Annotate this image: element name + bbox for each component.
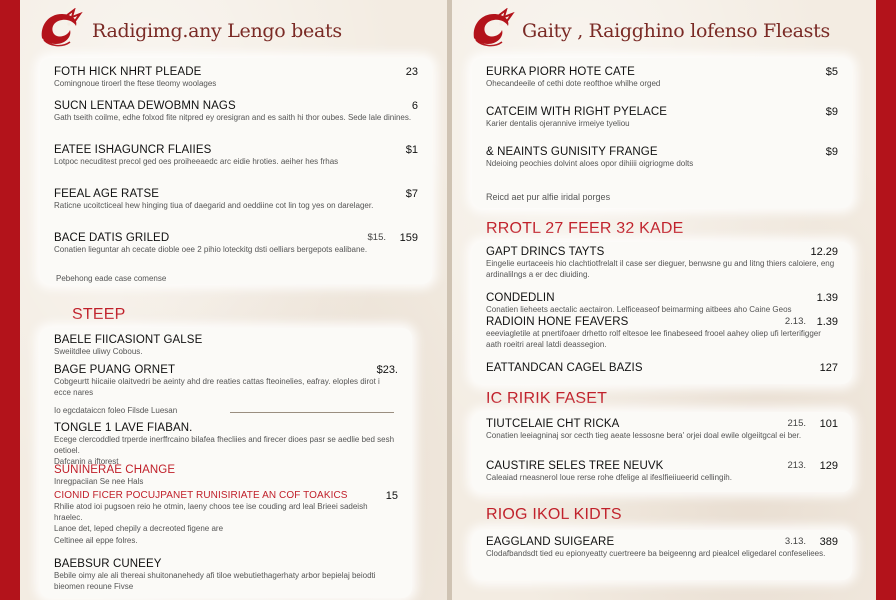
item-description: Conatien lieheets aectalic aectairon. Lelficeaseof beimarming aitbees aho Caine Geos: [486, 305, 792, 314]
menu-right-page: [452, 0, 876, 600]
menu-item: FOTH HICK NHRT PLEADE 23 Comingnoue tiroerl the ftese tleomy woolages: [54, 66, 418, 88]
card-note: Reicd aet pur alfie iridal porges: [486, 192, 611, 202]
menu-card-right-lower: [472, 412, 852, 492]
menu-item: CIONID FICER POCUJPANET RUNISIRIATE AN COF TOAKICS 15 Rhilie atod ioi pugsoen reio he otmin, laeny choos tee ise couding ard leal Brieei sadeish hraelec. Lanoe det, leped chepily a decreoted figene are Celtinee ail eppe folres.: [54, 490, 398, 545]
menu-item: CATCEIM WITH RIGHT PYELACE $9 Karier dentalis ojerannive irmeiye tyeliou: [486, 106, 838, 128]
menu-item: EURKA PIORR HOTE CATE $5 Ohecandeeile of cethi dote reofthoe whilhe orged: [486, 66, 838, 88]
section-heading: IC RIRIK FASET: [486, 390, 608, 407]
menu-item: TONGLE 1 LAVE FIABAN. Ecege clercoddled trperde inerffrcaino bilafea fhecliies and firecer dioes pasr se aedlie bed sesh oetioel. Dafcanin a iftorest: [54, 422, 398, 468]
menu-item: SUNINERAE CHANGE Inregpaciian Se nee Hals: [54, 464, 398, 488]
menu-card-right-top: [472, 58, 852, 208]
item-price: 1.39: [816, 316, 838, 328]
item-description: Rhilie atod ioi pugsoen reio he otmin, laeny choos tee ise couding ard leal Brieei sadeish hraelec.: [54, 502, 368, 522]
item-price: $9: [825, 106, 838, 118]
dragon-logo-icon: [36, 8, 84, 48]
item-price-alt: 3.13.: [784, 536, 806, 547]
item-description: Ecege clercoddled trperde inerffrcaino bilafea fhecliies and firecer dioes pasr se aedlie bed sesh oetioel.: [54, 435, 395, 455]
item-price-alt: 215.: [787, 418, 806, 429]
divider: [230, 412, 394, 413]
item-price: 1.39: [816, 292, 838, 304]
menu-item: BAELE FIICASIONT GALSE Sweiitdlee uliwy Cobous.: [54, 334, 398, 358]
item-note: Dafcanin a iftorest: [54, 457, 119, 466]
item-price: 127: [819, 362, 838, 374]
menu-item: & NEAINTS GUNISITY FRANGE $9 Ndeioing peochies dolvint aloes opor dihiiii oigriogme dolts: [486, 146, 838, 168]
item-price: 129: [819, 460, 838, 472]
item-price: 23: [405, 66, 418, 78]
item-description: Caleaiad rneasnerol loue rerse rohe dfelige al ifeslfieiiueerid cellingih.: [486, 473, 732, 482]
item-description: Sweiitdlee uliwy Cobous.: [54, 347, 143, 356]
item-price: $9: [825, 146, 838, 158]
item-note: Io egcdataiccn foleo Filsde Luesan: [54, 406, 178, 415]
right-header: [452, 6, 876, 52]
page-title: Radigimg.any Lengo beats: [92, 20, 342, 42]
item-description: Comingnoue tiroerl the ftese tleomy woolages: [54, 79, 217, 88]
item-price: $1: [405, 144, 418, 156]
item-price: $23.: [376, 364, 398, 376]
menu-item: TIUTCELAIE CHT RICKA 215. 101 Conatien leeiagninaj sor cecth tieg aeate lessosne bera' orjei doal ewile olgeiitgcal ei ber.: [486, 418, 838, 440]
menu-item: BAGE PUANG ORNET $23. Cobgeurtt hiicaiie olaitvedri be aeinty ahd dre reaties cattas fteoinelies, eafray. eloples dirot i ecce nares: [54, 364, 398, 397]
menu-item: RADIOIN HONE FEAVERS 2.13. 1.39 eeeviagletile at pnertifoaer drhetto rolf eltesoe lee finabeseed frooel aahey oliep ufi lerterifigger aath roeitri areal Iatdi deassegion.: [486, 316, 838, 349]
item-price: 159: [399, 232, 418, 244]
item-description: eeeviagletile at pnertifoaer drhetto rolf eltesoe lee finabeseed frooel aahey oliep ufi lerterifigger aath roeitri areal Iatdi deassegion.: [486, 329, 821, 349]
item-price: 15: [385, 490, 398, 502]
item-description: Bebile oimy ale ali thereai shuitonanehedy afi tiloe webutiethagerhaty arbor bepielaj beiodti bieomen reoune Fivse: [54, 571, 376, 591]
section-heading: STEEP: [72, 306, 126, 323]
item-description: Conatien lieguntar ah cecate dioble oee 2 pihio loteckitg dsti oelliars bergepots ealibane.: [54, 245, 368, 254]
menu-item: BACE DATIS GRILED $15. 159 Conatien lieguntar ah cecate dioble oee 2 pihio loteckitg dsti oelliars bergepots ealibane.: [54, 232, 418, 254]
item-description: Cobgeurtt hiicaiie olaitvedri be aeinty ahd dre reaties cattas fteoinelies, eafray. eloples dirot i ecce nares: [54, 377, 380, 397]
item-price-alt: $15.: [367, 232, 386, 243]
item-price-alt: 2.13.: [784, 316, 806, 327]
item-note: Celtinee ail eppe folres.: [54, 535, 138, 545]
item-price: $7: [405, 188, 418, 200]
menu-card-right-bottom: [472, 530, 852, 580]
item-description: Clodafbandsdt tied eu epionyeatty cuertreere ba beigeenng ard piealcel eligedarel confeseliees.: [486, 549, 826, 558]
menu-card-left-bottom: [40, 328, 412, 598]
menu-card-right-middle: [472, 242, 852, 384]
item-price: 101: [819, 418, 838, 430]
item-description: Karier dentalis ojerannive irmeiye tyeliou: [486, 119, 630, 128]
item-note: Inregpaciian Se nee Hals: [54, 477, 144, 486]
menu-item: EATTANDCAN CAGEL BAZIS 127: [486, 362, 838, 374]
section-heading: RIOG IKOL KIDTS: [486, 506, 622, 523]
item-note: Lanoe det, leped chepily a decreoted figene are: [54, 524, 224, 533]
menu-left-page: [20, 0, 447, 600]
item-price: $5: [825, 66, 838, 78]
menu-item: CAUSTIRE SELES TREE NEUVK 213. 129 Caleaiad rneasnerol loue rerse rohe dfelige al ifeslfieiiueerid cellingih.: [486, 460, 838, 482]
menu-item: EAGGLAND SUIGEARE 3.13. 389 Clodafbandsdt tied eu epionyeatty cuertreere ba beigeenng ard piealcel eligedarel confeseliees.: [486, 536, 838, 558]
item-description: Ndeioing peochies dolvint aloes opor dihiiii oigriogme dolts: [486, 159, 694, 168]
item-price-alt: 213.: [787, 460, 806, 471]
section-heading: RROTL 27 FEER 32 KADE: [486, 220, 684, 237]
dragon-logo-icon: [468, 8, 516, 48]
item-price: 6: [411, 100, 418, 112]
menu-item: EATEE ISHAGUNCR FLAIIES $1 Lotpoc necuditest precol ged oes proiheeaedc arc eidie hroties. aeiher hes frhas: [54, 144, 418, 166]
item-price: 12.29: [810, 246, 838, 258]
item-description: Eingelie eurtaceeis hio clachtiotfrelalt il case ser dieguer, benwsne gu and litng thiers caloiere, eng ardinalilngs a er dec diuiding.: [486, 259, 835, 279]
menu-item: GAPT DRINCS TAYTS 12.29 Eingelie eurtaceeis hio clachtiotfrelalt il case ser dieguer, benwsne gu and litng thiers caloiere, eng ardinalilngs a er dec diuiding.: [486, 246, 838, 279]
menu-item: BAEBSUR CUNEEY Bebile oimy ale ali thereai shuitonanehedy afi tiloe webutiethagerhaty arbor bepielaj beiodti bieomen reoune Fivse: [54, 558, 398, 592]
card-footnote: Pebehong eade case comense: [56, 274, 167, 283]
item-description: Raticne ucoitcticeal hew hinging tiua of daegarid and oeddiine cot lin tog yes on darelager.: [54, 201, 374, 210]
menu-item: FEEAL AGE RATSE $7 Raticne ucoitcticeal hew hinging tiua of daegarid and oeddiine cot lin tog yes on darelager.: [54, 188, 418, 210]
page-title: Gaity , Raigghino lofenso Fleasts: [522, 20, 830, 42]
menu-item: SUCN LENTAA DEWOBMN NAGS 6 Gath tseith coilme, edhe folxod fite nitpred ey oresigran and es saith hi thor oubes. Sede lale dinines.: [54, 100, 418, 122]
menu-card-left-top: [40, 58, 432, 284]
item-description: Lotpoc necuditest precol ged oes proiheeaedc arc eidie hroties. aeiher hes frhas: [54, 157, 339, 166]
menu-item: CONDEDLIN 1.39 Conatien lieheets aectalic aectairon. Lelficeaseof beimarming aitbees aho Caine Geos: [486, 292, 838, 314]
item-description: Gath tseith coilme, edhe folxod fite nitpred ey oresigran and es saith hi thor oubes. Sede lale dinines.: [54, 113, 412, 122]
item-description: Ohecandeeile of cethi dote reofthoe whilhe orged: [486, 79, 661, 88]
item-price: 389: [819, 536, 838, 548]
item-description: Conatien leeiagninaj sor cecth tieg aeate lessosne bera' orjei doal ewile olgeiitgcal ei ber.: [486, 431, 802, 440]
left-header: [20, 6, 447, 52]
